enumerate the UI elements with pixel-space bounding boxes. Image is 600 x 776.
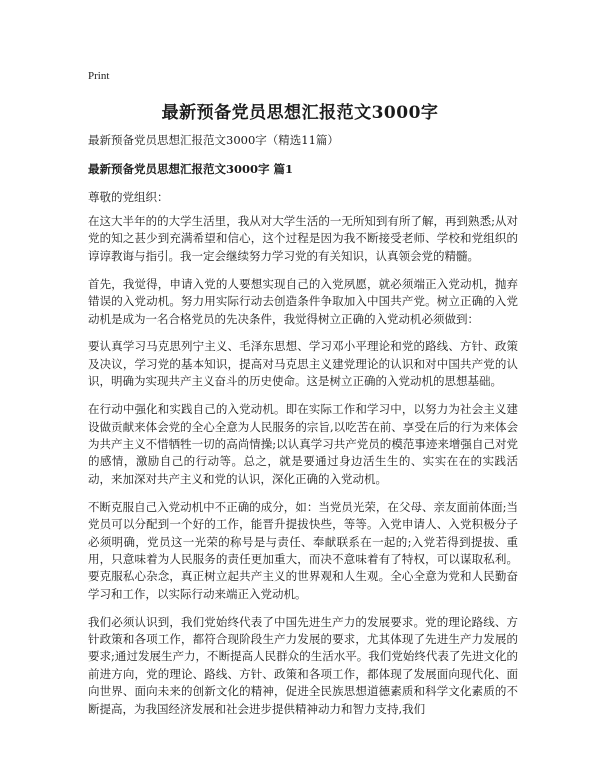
page-title: 最新预备党员思想汇报范文3000字 [161, 103, 439, 123]
paragraph-4: 在行动中强化和实践自己的入党动机。即在实际工作和学习中，以努力为社会主义建设做贡献来体会党的全心全意为人民服务的宗旨,以吃苦在前、享受在后的行为来体会为共产主义不惜牺牲一切的高尚情操;以认真学习共产党员的模范事迹来增强自己对党的感情，激励自己的行动等。总之，就是要通过身边活生生的、实实在在的实践活动，来加深对共产主义和党的认识，深化正确的入党动机。 [88, 402, 518, 486]
document-subtitle: 最新预备党员思想汇报范文3000字（精选11篇） [88, 133, 339, 147]
section-heading: 最新预备党员思想汇报范文3000字 篇1 [88, 162, 294, 176]
salutation: 尊敬的党组织： [88, 190, 169, 204]
paragraph-6: 我们必须认识到，我们党始终代表了中国先进生产力的发展要求。党的理论路线、方针政策和各项工作，都符合现阶段生产力发展的要求，尤其体现了先进生产力发展的要求;通过发展生产力，不断提高人民群众的生活水平。我们党始终代表了先进文化的前进方向，党的理论、路线、方针、政策和各项工作，都体现了发展面向现代化、面向世界、面向未来的创新文化的精神，促进全民族思想道德素质和科学文化素质的不断提高，为我国经济发展和社会进步提供精神动力和智力支持,我们 [88, 614, 518, 716]
paragraph-3: 要认真学习马克思列宁主义、毛泽东思想、学习邓小平理论和党的路线、方针、政策及决议，学习党的基本知识，提高对马克思主义建党理论的认识和对中国共产党的认识，明确为实现共产主义奋斗的历史使命。这是树立正确的入党动机的思想基础。 [88, 339, 518, 389]
paragraph-2: 首先，我觉得，申请入党的人要想实现自己的入党夙愿，就必须端正入党动机，抛弃错误的入党动机。努力用实际行动去创造条件争取加入中国共产党。树立正确的入党动机是成为一名合格党员的先决条件，我觉得树立正确的入党动机必须做到： [88, 276, 518, 326]
body-text [88, 213, 518, 729]
paragraph-5: 不断克服自己入党动机中不正确的成分，如：当党员光荣，在父母、亲友面前体面;当党员可以分配到一个好的工作，能晋升提拔快些，等等。入党申请人、入党积极分子必须明确，党员这一光荣的称号是与责任、奉献联系在一起的;入党若得到提拔、重用，只意味着为人民服务的责任更加重大，而决不意味着有了特权，可以谋取私利。要克服私心杂念，真正树立起共产主义的世界观和人生观。全心全意为党和人民勤奋学习和工作，以实际行动来端正入党动机。 [88, 499, 518, 601]
print-link[interactable]: Print [88, 70, 110, 82]
paragraph-1: 在这大半年的的大学生活里，我从对大学生活的一无所知到有所了解，再到熟悉;从对党的知之甚少到充满希望和信心，这个过程是因为我不断接受老师、学校和党组织的谆谆教诲与指引。我一定会继续努力学习党的有关知识，认真领会党的精髓。 [88, 214, 518, 263]
